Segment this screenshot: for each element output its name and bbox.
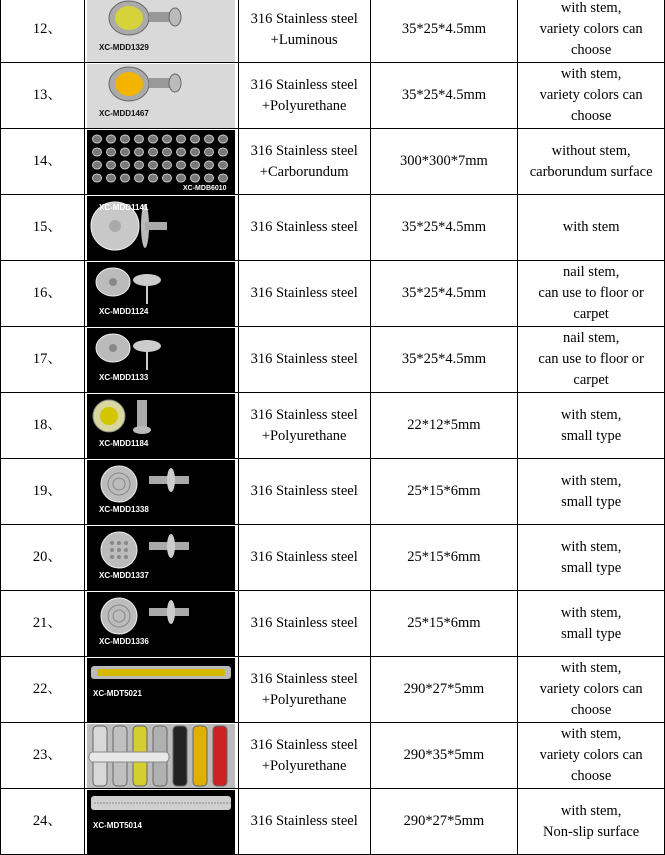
size-text: 290*27*5mm [403, 813, 485, 829]
product-illustration [87, 0, 235, 62]
material-text: 316 Stainless steel [250, 219, 358, 235]
size-cell [370, 261, 518, 327]
description-text: choose [571, 702, 612, 718]
description-text: with stem, [560, 802, 622, 819]
description-text: small type [561, 493, 622, 510]
material-text: +Luminous [270, 31, 338, 48]
size-cell [370, 525, 518, 591]
row-number-cell [1, 195, 85, 261]
size-cell [370, 129, 518, 195]
size-text: 300*300*7mm [400, 153, 488, 169]
product-photo [87, 130, 235, 194]
description-cell [518, 459, 665, 525]
product-image-cell [84, 129, 238, 195]
row-number-cell [1, 261, 85, 327]
description-text: without stem, [551, 142, 631, 159]
material-cell [238, 63, 370, 129]
product-illustration [87, 196, 235, 260]
description-cell [518, 0, 665, 63]
row-number-cell [1, 63, 85, 129]
material-cell [238, 393, 370, 459]
row-number: 14、 [32, 153, 62, 169]
description-cell [518, 63, 665, 129]
product-illustration [87, 658, 235, 722]
description-text: with stem, [560, 538, 622, 555]
product-code-label: XC-MDD1184 [99, 438, 149, 448]
product-image-cell [84, 591, 238, 657]
description-text: small type [561, 427, 622, 444]
row-number: 15、 [32, 219, 62, 235]
description-text: variety colors can [539, 87, 643, 103]
row-number-cell [1, 0, 85, 63]
row-number-cell [1, 459, 85, 525]
size-cell [370, 195, 518, 261]
size-cell [370, 0, 518, 63]
row-number-cell [1, 723, 85, 789]
table-row [1, 789, 665, 855]
product-image-cell [84, 657, 238, 723]
row-number: 13、 [32, 87, 62, 103]
material-cell [238, 129, 370, 195]
product-code-label: XC-MDD1124 [99, 306, 149, 316]
description-text: nail stem, [562, 264, 620, 280]
description-text: carpet [573, 306, 609, 322]
product-illustration [87, 460, 235, 524]
table-row [1, 129, 665, 195]
size-cell [370, 723, 518, 789]
table-row [1, 195, 665, 261]
row-number-cell [1, 129, 85, 195]
table-row [1, 393, 665, 459]
description-text: nail stem, [562, 330, 620, 346]
size-text: 22*12*5mm [407, 417, 481, 433]
size-cell [370, 459, 518, 525]
product-illustration [87, 394, 235, 458]
material-cell [238, 195, 370, 261]
size-cell [370, 393, 518, 459]
row-number: 20、 [32, 549, 62, 565]
material-text: 316 Stainless steel [250, 351, 358, 367]
product-illustration [87, 592, 235, 656]
size-text: 25*15*6mm [407, 483, 481, 499]
material-text: 316 Stainless steel [250, 615, 358, 631]
size-cell [370, 657, 518, 723]
table-row [1, 327, 665, 393]
product-code-label: XC-MDT5014 [93, 820, 143, 830]
row-number: 23、 [32, 747, 62, 763]
product-image-cell [84, 63, 238, 129]
material-text: 316 Stainless steel [250, 142, 358, 159]
material-text: 316 Stainless steel [250, 285, 358, 301]
size-cell [370, 327, 518, 393]
material-text: 316 Stainless steel [250, 736, 358, 753]
product-code-label: XC-MDD1133 [99, 372, 149, 382]
product-illustration [87, 724, 235, 788]
size-text: 290*27*5mm [403, 681, 485, 697]
material-text: 316 Stainless steel [250, 813, 358, 829]
product-image-cell [84, 195, 238, 261]
product-photo [87, 658, 235, 722]
product-image-cell [84, 261, 238, 327]
product-image-cell [84, 723, 238, 789]
description-text: Non-slip surface [543, 823, 640, 840]
description-text: with stem [562, 219, 620, 235]
description-cell [518, 657, 665, 723]
material-text: 316 Stainless steel [250, 406, 358, 423]
row-number-cell [1, 393, 85, 459]
description-text: with stem, [560, 604, 622, 621]
description-text: variety colors can [539, 747, 643, 763]
product-photo [87, 64, 235, 128]
description-text: choose [571, 768, 612, 784]
product-illustration [87, 262, 235, 326]
product-illustration [87, 64, 235, 128]
material-cell [238, 789, 370, 855]
product-photo [87, 262, 235, 326]
product-illustration [87, 328, 235, 392]
size-text: 35*25*4.5mm [401, 87, 487, 103]
description-text: carborundum surface [529, 163, 653, 180]
table-row [1, 525, 665, 591]
material-text: +Polyurethane [261, 427, 347, 444]
material-text: +Polyurethane [261, 691, 347, 708]
product-photo [87, 328, 235, 392]
row-number-cell [1, 525, 85, 591]
description-text: choose [571, 108, 612, 124]
material-text: +Carborundum [259, 163, 349, 180]
row-number-cell [1, 657, 85, 723]
material-cell [238, 459, 370, 525]
size-cell [370, 789, 518, 855]
material-text: +Polyurethane [261, 97, 347, 114]
size-text: 35*25*4.5mm [401, 21, 487, 37]
table-row [1, 723, 665, 789]
product-code-label: XC-MDB6010 [183, 184, 227, 192]
size-text: 35*25*4.5mm [401, 351, 487, 367]
product-photo [87, 790, 235, 854]
description-text: with stem, [560, 66, 622, 82]
material-cell [238, 525, 370, 591]
row-number: 19、 [32, 483, 62, 499]
description-cell [518, 723, 665, 789]
table-row [1, 459, 665, 525]
material-text: 316 Stainless steel [250, 483, 358, 499]
size-cell [370, 591, 518, 657]
row-number-cell [1, 789, 85, 855]
product-photo [87, 0, 235, 62]
description-text: variety colors can [539, 681, 643, 697]
product-code-label: XC-MDD1467 [99, 108, 150, 118]
material-text: 316 Stainless steel [250, 549, 358, 565]
row-number: 22、 [32, 681, 62, 697]
material-text: 316 Stainless steel [250, 10, 358, 27]
description-text: with stem, [560, 0, 622, 16]
description-text: small type [561, 559, 622, 576]
description-text: with stem, [560, 660, 622, 676]
size-cell [370, 63, 518, 129]
product-code-label: XC-MDT5021 [93, 688, 143, 698]
product-illustration [87, 526, 235, 590]
product-code-label: XC-MDD1336 [99, 636, 150, 646]
row-number-cell [1, 591, 85, 657]
product-illustration [87, 790, 235, 854]
size-text: 25*15*6mm [407, 549, 481, 565]
size-text: 35*25*4.5mm [401, 219, 487, 235]
table-row [1, 261, 665, 327]
material-cell [238, 261, 370, 327]
description-text: choose [571, 42, 612, 58]
table-row [1, 657, 665, 723]
description-text: small type [561, 625, 622, 642]
product-image-cell [84, 393, 238, 459]
row-number: 16、 [32, 285, 62, 301]
product-image-cell [84, 525, 238, 591]
product-image-cell [84, 459, 238, 525]
product-illustration [87, 130, 235, 194]
description-text: carpet [573, 372, 609, 388]
product-photo [87, 394, 235, 458]
table-row [1, 63, 665, 129]
description-text: variety colors can [539, 21, 643, 37]
description-cell [518, 789, 665, 855]
product-code-label: XC-MDD1141 [99, 202, 149, 212]
description-cell [518, 591, 665, 657]
product-image-cell [84, 327, 238, 393]
description-cell [518, 129, 665, 195]
description-text: can use to floor or [538, 285, 644, 301]
description-text: with stem, [560, 406, 622, 423]
material-cell [238, 591, 370, 657]
row-number: 12、 [32, 21, 62, 37]
material-text: +Polyurethane [261, 757, 347, 774]
product-photo [87, 724, 235, 788]
material-cell [238, 0, 370, 63]
product-code-label: XC-MDD1329 [99, 42, 150, 52]
table-row [1, 0, 665, 63]
size-text: 25*15*6mm [407, 615, 481, 631]
product-image-cell [84, 0, 238, 63]
material-cell [238, 327, 370, 393]
material-cell [238, 657, 370, 723]
description-cell [518, 525, 665, 591]
table-row [1, 591, 665, 657]
material-text: 316 Stainless steel [250, 670, 358, 687]
row-number: 17、 [32, 351, 62, 367]
product-photo [87, 526, 235, 590]
description-text: with stem, [560, 472, 622, 489]
row-number: 18、 [32, 417, 62, 433]
product-code-label: XC-MDD1338 [99, 504, 150, 514]
product-code-label: XC-MDD1337 [99, 570, 150, 580]
row-number: 24、 [32, 813, 62, 829]
product-photo [87, 196, 235, 260]
material-text: 316 Stainless steel [250, 76, 358, 93]
description-cell [518, 393, 665, 459]
description-cell [518, 327, 665, 393]
row-number-cell [1, 327, 85, 393]
description-text: can use to floor or [538, 351, 644, 367]
size-text: 290*35*5mm [403, 747, 485, 763]
product-photo [87, 592, 235, 656]
material-cell [238, 723, 370, 789]
description-cell [518, 261, 665, 327]
row-number: 21、 [32, 615, 62, 631]
product-image-cell [84, 789, 238, 855]
description-cell [518, 195, 665, 261]
product-photo [87, 460, 235, 524]
description-text: with stem, [560, 726, 622, 742]
size-text: 35*25*4.5mm [401, 285, 487, 301]
